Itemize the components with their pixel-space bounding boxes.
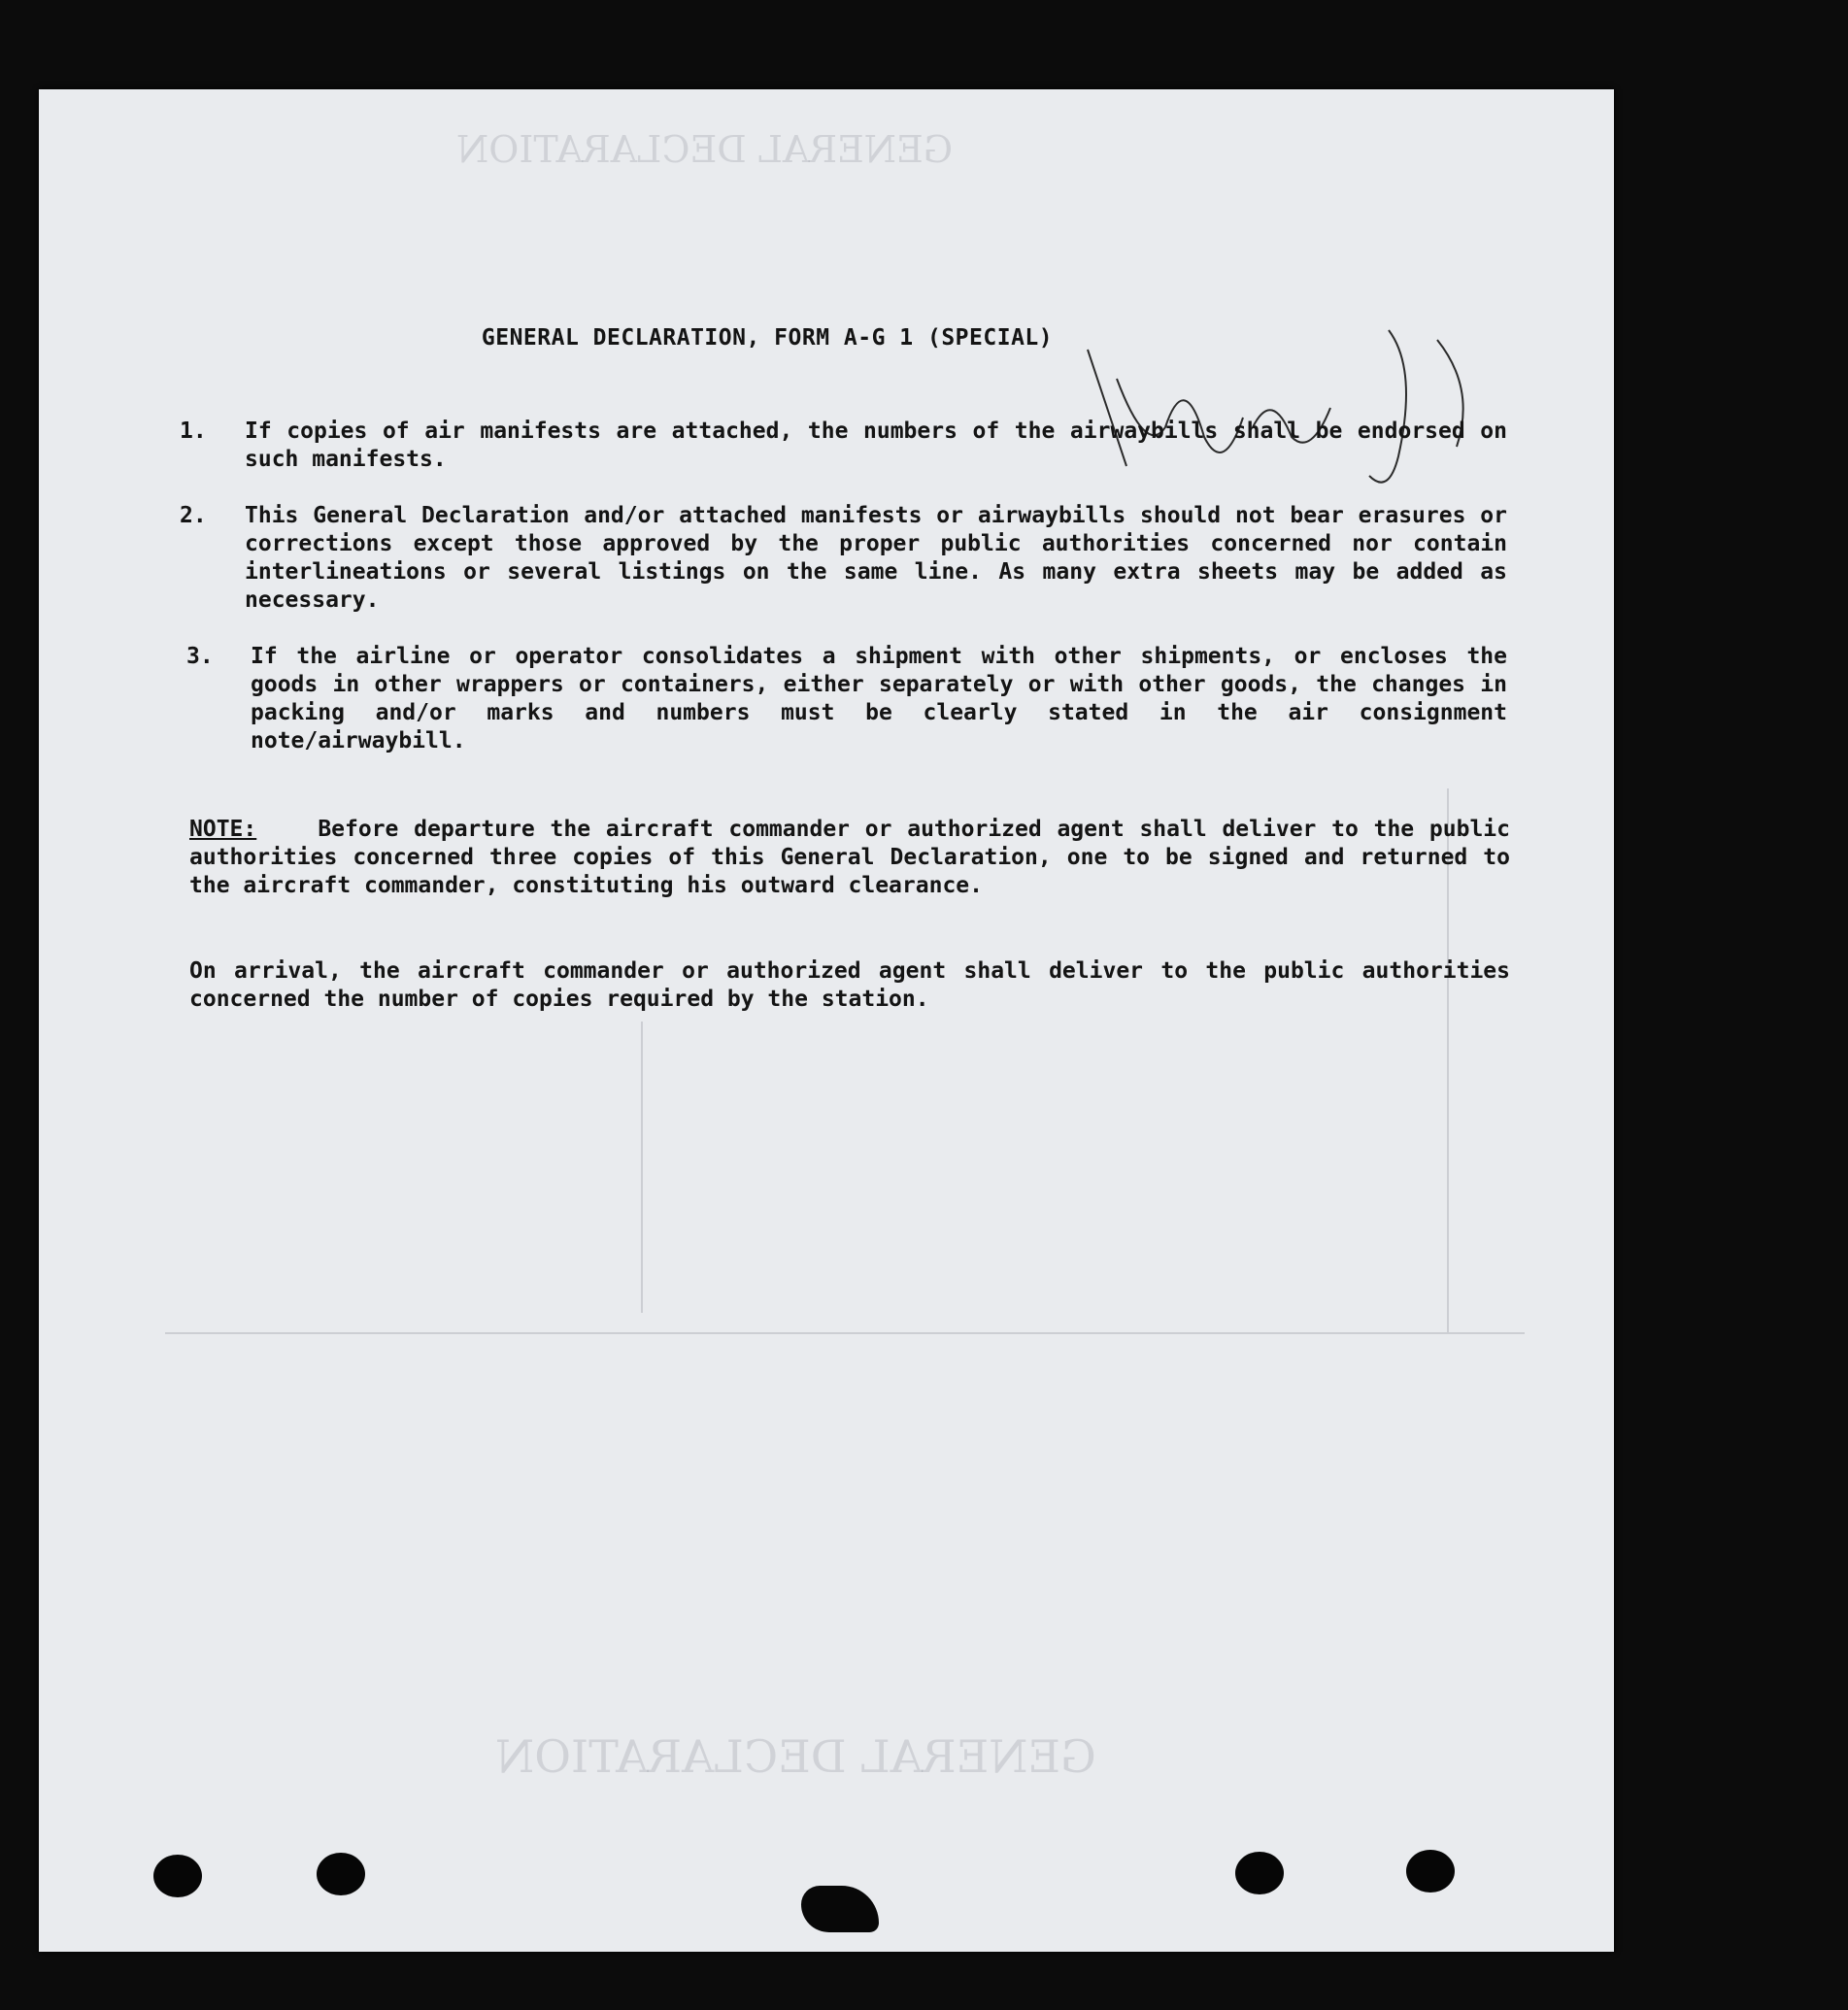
- item-number: 1.: [180, 419, 207, 444]
- document-title: GENERAL DECLARATION, FORM A-G 1 (SPECIAL): [481, 325, 1054, 351]
- punch-hole: [153, 1855, 202, 1897]
- bleed-through-heading: GENERAL DECLARATION: [456, 128, 954, 171]
- note-paragraph: [189, 816, 1510, 900]
- punch-hole: [1406, 1850, 1455, 1893]
- document-page: [39, 89, 1614, 1952]
- item-number: 2.: [180, 503, 207, 528]
- arrival-text: On arrival, the aircraft commander or authorized agent shall deliver to the public authorities concerned the number of copies required by the station.: [189, 958, 1510, 1012]
- bleed-through-rule: [641, 1022, 643, 1313]
- note-text: Before departure the aircraft commander or authorized agent shall deliver to the public authorities concerned three copies of this General Declaration, one to be signed and returned to the aircraft commander, constituting his outward clearance.: [189, 817, 1510, 898]
- item-text: This General Declaration and/or attached manifests or airwaybills should not bear erasures or corrections except those approved by the proper public authorities concerned nor contain interlineations or several listings on the same line. As many extra sheets may be added as necessary.: [245, 503, 1507, 613]
- item-text: If copies of air manifests are attached, the numbers of the airwaybills shall be endorsed on such manifests.: [245, 419, 1507, 472]
- punch-hole: [317, 1853, 365, 1895]
- punch-hole: [1235, 1852, 1284, 1894]
- item-number: 3.: [186, 644, 214, 669]
- torn-paper-mark: [801, 1886, 879, 1932]
- arrival-paragraph: [189, 957, 1510, 1014]
- bleed-through-footer: GENERAL DECLARATION: [495, 1730, 1096, 1783]
- bleed-through-rule: [165, 1332, 1525, 1334]
- note-label: NOTE:: [189, 817, 257, 842]
- item-text: If the airline or operator consolidates a shipment with other shipments, or encloses the goods in other wrappers or containers, either separately or with other goods, the changes in packing and/or marks and numbers must be clearly stated in the air consignment note/airwaybill.: [251, 644, 1507, 754]
